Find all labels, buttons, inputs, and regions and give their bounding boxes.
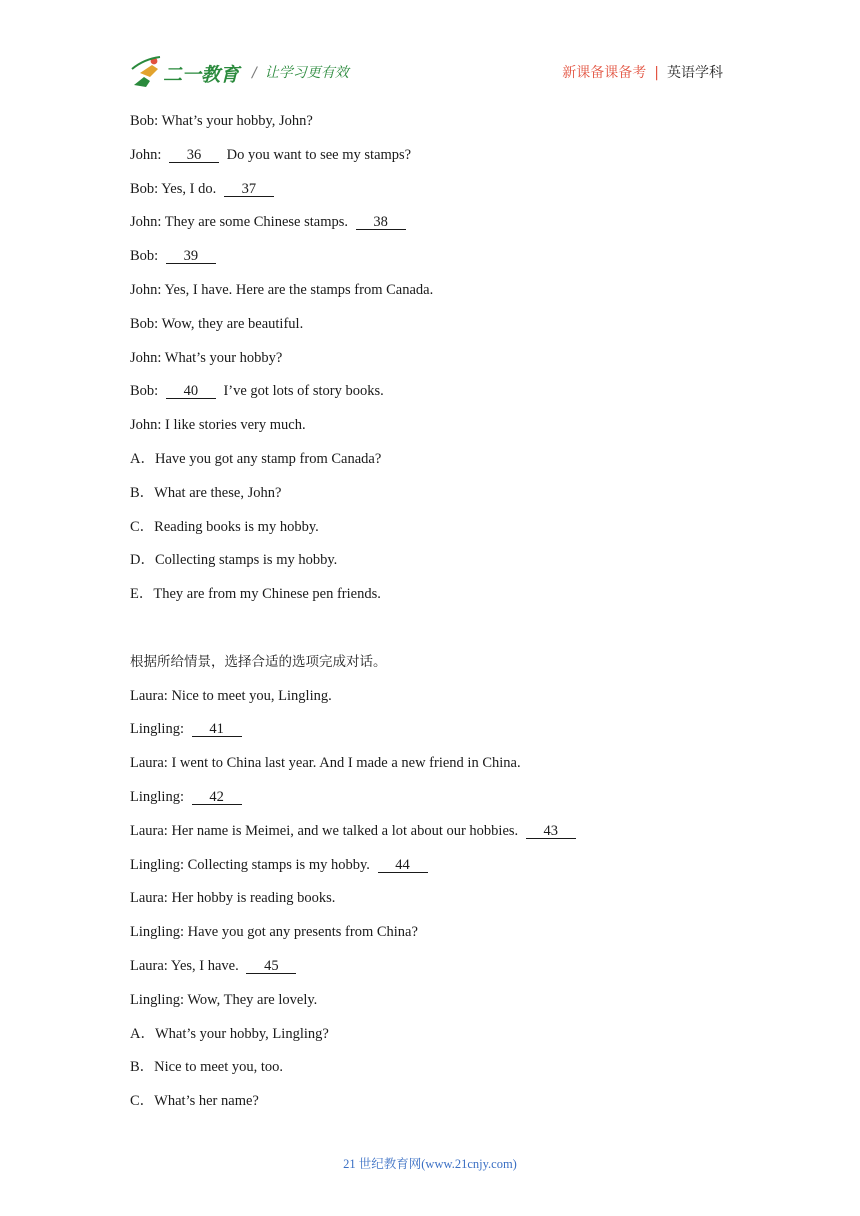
answer-blank: 36 [169,148,219,163]
line-text: John: What’s your hobby? [130,349,283,366]
answer-option: B．What are these, John? [130,484,282,501]
dialogue-line [130,415,730,449]
dialogue-line [130,179,730,213]
answer-option: E．They are from my Chinese pen friends. [130,586,381,603]
dialogue-line [130,381,730,415]
line-text: Lingling: Collecting stamps is my hobby. [130,856,370,873]
answer-blank: 41 [192,722,242,737]
answer-blank: 37 [224,182,274,197]
slogan-text: 让学习更有效 [264,65,349,81]
dialogue-line [130,922,730,956]
dialogue-line [130,145,730,179]
line-text-after-blank: Do you want to see my stamps? [226,146,412,163]
dialogue-2-options [130,1024,730,1125]
dialogue-line [130,314,730,348]
dialogue-line [130,280,730,314]
line-text: Lingling: [130,721,184,738]
answer-blank: 40 [166,384,216,399]
answer-option: C．What’s her name? [130,1093,259,1110]
dialogue-line [130,246,730,280]
logo [130,55,242,89]
answer-option: A．Have you got any stamp from Canada? [130,450,382,467]
dialogue-line [130,719,730,753]
line-text: John: Yes, I have. Here are the stamps from Canada. [130,281,434,298]
header-separator: | [654,65,659,81]
answer-blank: 45 [246,959,296,974]
dialogue-line [130,855,730,889]
dialogue-line [130,787,730,821]
dialogue-line [130,956,730,990]
line-text-after-blank: I’ve got lots of story books. [223,383,384,400]
dialogue-line [130,348,730,382]
dialogue-line [130,686,730,720]
line-text: Laura: Her hobby is reading books. [130,890,336,907]
header-course: 新课备课备考 [562,65,647,81]
answer-blank: 43 [526,824,576,839]
line-text: John: They are some Chinese stamps. [130,214,349,231]
line-text: John: [130,146,162,163]
dialogue-line [130,990,730,1024]
document-body [130,111,730,1125]
line-text: Laura: Nice to meet you, Lingling. [130,687,332,704]
line-text: Bob: Yes, I do. [130,180,217,197]
dialogue-line [130,888,730,922]
answer-option: C．Reading books is my hobby. [130,518,319,535]
dialogue-1 [130,111,730,449]
dialogue-2 [130,686,730,1024]
line-text: Lingling: Wow, They are lovely. [130,991,318,1008]
page-footer: 21 世纪教育网(www.21cnjy.com) [343,1157,517,1171]
slogan-slash: / [252,65,257,81]
dialogue-1-options [130,449,730,618]
answer-option: D．Collecting stamps is my hobby. [130,552,338,569]
slogan [252,62,349,82]
answer-option: B．Nice to meet you, too. [130,1059,284,1076]
line-text: Bob: [130,383,159,400]
line-text: Lingling: Have you got any presents from China? [130,924,418,941]
header-subject: 英语学科 [667,65,723,81]
line-text: Laura: Yes, I have. [130,957,239,974]
answer-blank: 42 [192,790,242,805]
line-text: Laura: I went to China last year. And I made a new friend in China. [130,755,521,772]
dialogue-line [130,212,730,246]
answer-blank: 39 [166,249,216,264]
answer-option: A．What’s your hobby, Lingling? [130,1025,329,1042]
answer-blank: 44 [378,858,428,873]
line-text: Lingling: [130,788,184,805]
dialogue-line [130,753,730,787]
line-text: Laura: Her name is Meimei, and we talked a lot about our hobbies. [130,822,519,839]
page-header [130,52,730,92]
answer-blank: 38 [356,215,406,230]
line-text: Bob: Wow, they are beautiful. [130,315,304,332]
header-right [562,62,723,82]
line-text: Bob: What’s your hobby, John? [130,113,313,129]
logo-text: 二一教育 [163,64,240,86]
section-gap [130,618,730,652]
instruction: 根据所给情景，选择合适的选项完成对话。 [130,653,387,670]
runner-icon [132,57,160,87]
dialogue-line [130,111,730,145]
line-text: Bob: [130,248,159,265]
dialogue-line [130,821,730,855]
line-text: John: I like stories very much. [130,417,306,434]
